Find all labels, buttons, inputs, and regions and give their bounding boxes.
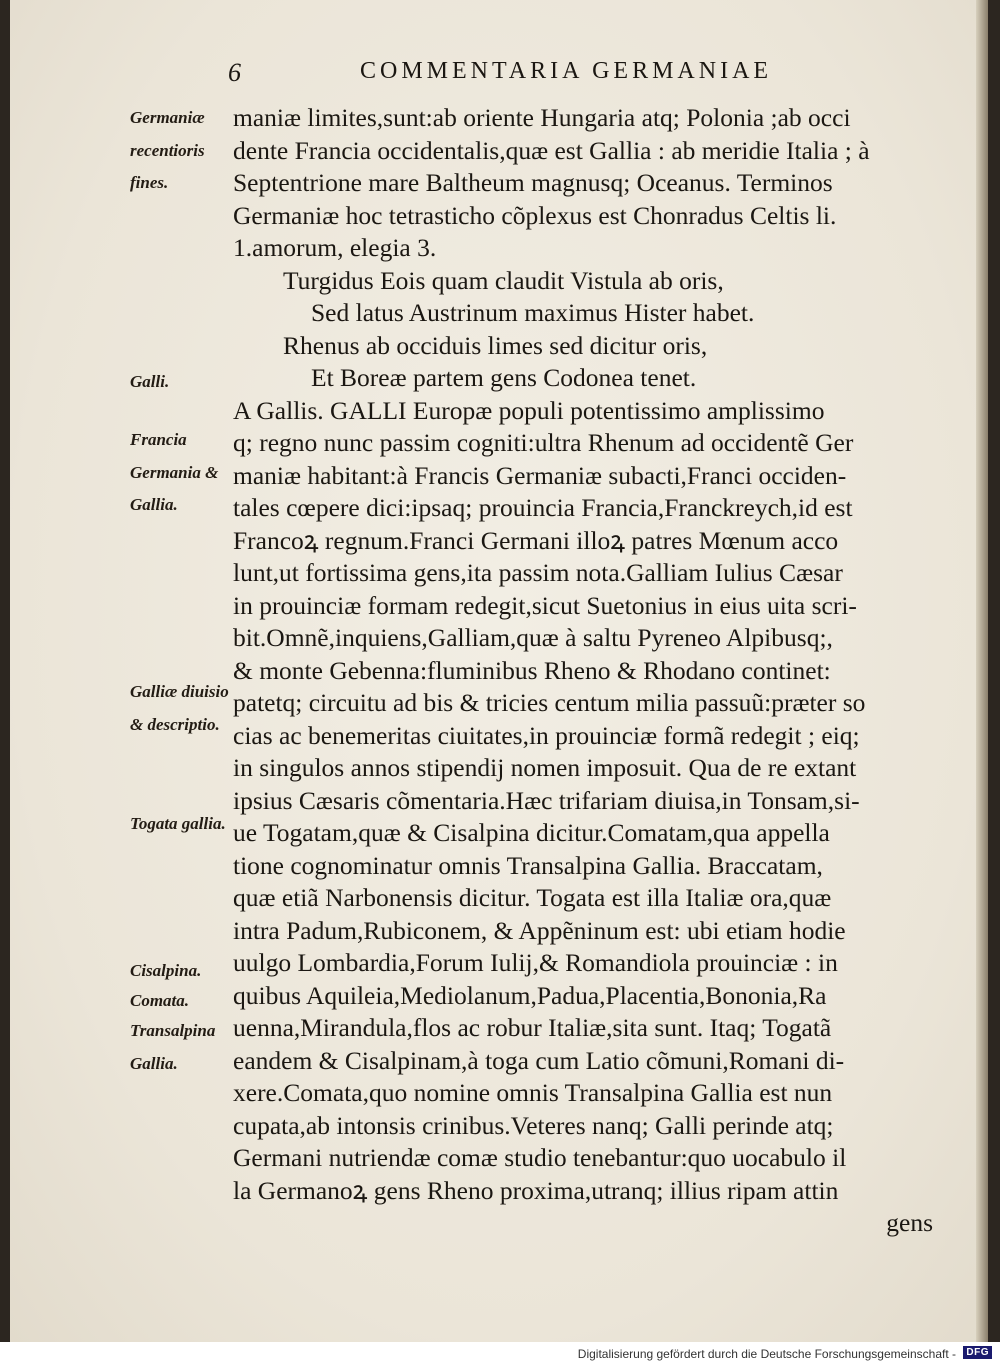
text-line: quæ etiã Narbonensis dicitur. Togata est illa Italiæ ora,quæ	[233, 883, 832, 912]
text-line: maniæ habitant:à Francis Germaniæ subacti,Franci occiden-	[233, 460, 847, 490]
text-line: A Gallis. GALLI Europæ populi potentissimo amplissimo	[233, 395, 825, 425]
margin-note: Togata gallia.	[130, 814, 226, 833]
text-line: xere.Comata,quo nomine omnis Transalpina Gallia est nun	[233, 1078, 833, 1107]
verse-line: Et Boreæ partem gens Codonea tenet.	[311, 363, 697, 392]
text-line: uenna,Mirandula,flos ac robur Italiæ,sita sunt. Itaq; Togatã	[233, 1013, 832, 1042]
text-line: Francoꝝ regnum.Franci Germani illoꝝ patres Mœnum acco	[233, 525, 839, 555]
text-line: Germaniæ hoc tetrasticho cõplexus est Chonradus Celtis li.	[233, 200, 837, 230]
text-line: Germani nutriendæ comæ studio tenebantur:quo uocabulo il	[233, 1143, 847, 1172]
running-title: COMMENTARIA GERMANIAE	[360, 58, 773, 84]
book-page	[10, 0, 988, 1342]
margin-note: Francia Germania & Gallia.	[130, 430, 219, 514]
text-line: maniæ limites,sunt:ab oriente Hungaria atq; Polonia ;ab occi	[233, 103, 851, 132]
verse-line: Rhenus ab occiduis limes sed dicitur oris,	[283, 330, 708, 360]
text-line: cias ac benemeritas ciuitates,in prouinciæ formã redegit ; eiq;	[233, 720, 860, 750]
text-line: ipsius Cæsaris cõmentaria.Hæc trifariam diuisa,in Tonsam,si-	[233, 785, 860, 815]
catchword: gens	[886, 1208, 933, 1237]
margin-note: Comata.	[130, 991, 190, 1010]
page-edge	[976, 0, 988, 1342]
dfg-logo: DFG	[963, 1346, 992, 1359]
text-line: ue Togatam,quæ & Cisalpina dicitur.Comatam,qua appella	[233, 818, 830, 847]
text-line: uulgo Lombardia,Forum Iulij,& Romandiola prouinciæ : in	[233, 948, 838, 977]
margin-note: Cisalpina.	[130, 961, 202, 980]
text-line: cupata,ab intonsis crinibus.Veteres nanq; Galli perinde atq;	[233, 1110, 834, 1140]
funding-credit: Digitalisierung gefördert durch die Deutsche Forschungsgemeinschaft -	[577, 1347, 956, 1361]
text-line: q; regno nunc passim cogniti:ultra Rhenum ad occidentẽ Ger	[233, 428, 854, 457]
text-line: intra Padum,Rubiconem, & Appẽninum est: ubi etiam hodie	[233, 915, 846, 945]
text-line: la Germanoꝝ gens Rheno proxima,utranq; illius ripam attin	[233, 1175, 839, 1205]
text-line: quibus Aquileia,Mediolanum,Padua,Placentia,Bononia,Ra	[233, 980, 827, 1010]
text-line: patetq; circuitu ad bis & tricies centum milia passuũ:præter so	[233, 688, 866, 717]
verse-line: Turgidus Eois quam claudit Vistula ab oris,	[283, 265, 724, 295]
verse-line: Sed latus Austrinum maximus Hister habet.	[311, 298, 755, 327]
page-number: 6	[228, 58, 241, 87]
text-block	[233, 102, 933, 1240]
margin-note: Transalpina Gallia.	[130, 1021, 216, 1073]
margin-note: Germaniæ recentioris fines.	[130, 108, 205, 192]
text-line: 1.amorum, elegia 3.	[233, 233, 437, 262]
text-line: tales cœpere dici:ipsaq; prouincia Francia,Franckreych,id est	[233, 493, 853, 522]
text-line: in singulos annos stipendij nomen imposuit. Qua de re extant	[233, 753, 857, 782]
footer-bar	[0, 1342, 1000, 1365]
text-line: bit.Omnẽ,inquiens,Galliam,quæ à saltu Pyreneo Alpibusq;,	[233, 623, 833, 652]
text-line: tione cognominatur omnis Transalpina Gallia. Braccatam,	[233, 850, 823, 880]
text-line: in prouinciæ formam redegit,sicut Suetonius in eius uita scri-	[233, 590, 857, 620]
text-line: lunt,ut fortissima gens,ita passim nota.Galliam Iulius Cæsar	[233, 558, 843, 587]
text-line: & monte Gebenna:fluminibus Rheno & Rhodano continet:	[233, 655, 831, 685]
margin-note: Galli.	[130, 372, 170, 391]
text-line: Septentrione mare Baltheum magnusq; Oceanus. Terminos	[233, 168, 833, 197]
margin-note: Galliæ diuisio & descriptio.	[130, 682, 229, 734]
text-line: eandem & Cisalpinam,à toga cum Latio cõmuni,Romani di-	[233, 1045, 845, 1075]
page-header	[10, 58, 988, 92]
text-line: dente Francia occidentalis,quæ est Gallia : ab meridie Italia ; à	[233, 135, 870, 165]
